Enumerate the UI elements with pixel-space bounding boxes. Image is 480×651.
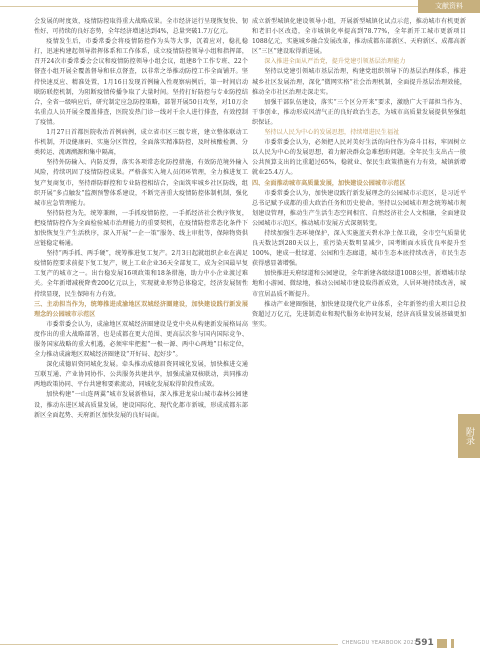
footer-accent-bar-thin	[451, 639, 454, 648]
body-paragraph: 市委常委会认为，加快建设践行新发展理念的公园城市示范区，是习近平总书记赋予成都的重大政治任务和历史使命。坚持以公园城市理念统筹城市规划建设管理，推动生产生活生态空间相宜、自然经济社会人文相融，全面建设公园城市示范区，推动城市发展方式深刻转变。	[252, 189, 466, 227]
page-footer	[0, 638, 480, 650]
header-rule	[0, 6, 418, 7]
left-column	[34, 17, 248, 421]
yearbook-label: CHENGDU YEARBOOK 2021	[342, 640, 418, 646]
body-paragraph: 加强干部队伍建设，落实“三个区分开来”要求，激励广大干部担当作为、干事创业，推动形成风清气正的良好政治生态，为城市高质量发展提供坚强组织保证。	[252, 98, 466, 126]
body-paragraph: 加快构建“一山连两翼”城市发展新格局，深入推进龙泉山城市森林公园建设，推动东进区域高质量发展，建设国际化、现代化都市新城，形成成都东部新区全面起势、天府新区加快发展的良好局面。	[34, 391, 248, 419]
body-paragraph: 坚持外防输入、内防反弹，落实各项常态化防控措施，有效防范境外输入风险，持续巩固了疫情防控成果。严格落实入境人员闭环管理，全力推进复工复产复商复市，坚持群防群控和专业防控相结合，全面筑牢城乡社区防线，组织开展“多点触发”监测预警体系建设，不断完善重大疫情防控体制机制，强化城市应急管理能力。	[34, 159, 248, 207]
appendix-side-tab: 附录	[458, 414, 480, 458]
subsection-heading: 坚持以人民为中心的发展思想，持续增进民生福祉	[264, 129, 400, 137]
body-paragraph: 持续加强生态环境保护，深入实施蓝天碧水净土保卫战，全市空气质量优良天数达到280天以上，重污染天数明显减少，国考断面水质优良率提升至100%，建成一批绿道、公园和生态廊道，城市生态本底持续改善，市民生态获得感显著增强。	[252, 229, 466, 268]
section-heading: 三、主动担当作为，统筹推进成渝地区双城经济圈建设，加快建设践行新发展理念的公园城市示范区	[34, 300, 248, 318]
body-paragraph: 疫情发生后，市委常委会将疫情防控作为头等大事，沉着应对，稳扎稳打，迅速构建起领导指挥体系和工作体系，成立疫情防控领导小组和指挥部，召开24次市委常委会会议和疫情防控领导小组会议，组建8个工作专班、22个督查小组开展全覆盖督导和驻点督查，以非常之举推动防控工作全面铺开。坚持快速反应、精准处置，1月16日发现首例输入性观察病例后，第一时间启动联防联控机制，为阻断疫情传播争取了大量时间。坚持打好防控与专业防控结合，全省一级响应后，研究制定应急防控策略，部署开展50日攻坚，对10万余名重点人员开展全覆盖排查，医院发热门诊一线对千余人进行排查，有效控制了疫情。	[34, 38, 248, 126]
body-paragraph: 加快推进天府绿道和公园建设，全年新建各级绿道1008公里，新增城市绿地和小游园、微绿地，推动公园城市建设取得新成效，人居环境持续改善，城市宜居品质不断提升。	[252, 270, 466, 298]
body-paragraph: 成立新型城镇化建设领导小组，开展新型城镇化试点示范，推动城市有机更新和老旧小区改造，全市城镇化率提高到78.77%，全年新开工城市更新项目1088亿元，实施城乡融合发展改革，推动成都东部新区、天府新区、成都高新区“三区”建设取得新进展。	[252, 18, 466, 56]
section-tag: 文献资料	[418, 0, 480, 13]
section-heading: 四、全面推动城市高质量发展，加快建设公园城市示范区	[252, 179, 406, 187]
body-paragraph: 市委常委会认为，必须把人民对美好生活的向往作为奋斗目标，牢固树立以人民为中心的发展思想，着力解决群众急难愁盼问题。全年民生支出占一般公共预算支出的比重超过65%，稳就业、保民生政策措施有力有效，城镇新增就业25.4万人。	[252, 139, 466, 177]
page-number: 591	[415, 638, 434, 648]
running-header	[0, 0, 480, 13]
body-paragraph: 会发展的时度效，疫情防控取得重大战略成果。全市经济运行呈现恢复快、韧性好、可持续的良好态势，全年经济增速达到4%，总量突破1.7万亿元。	[34, 18, 248, 36]
footer-rule	[0, 644, 338, 645]
body-paragraph: 1月27日首都医院收治首例病例，成立省市区三级专班，建立整体联动工作机制，开设健康码、实施分区管控，全面落实精准防控，及时核酸检测、分类转运、流调溯源和集中隔离，	[34, 129, 248, 157]
body-paragraph: 市委常委会认为，成渝地区双城经济圈建设是党中央从构建新发展格局高度作出的重大战略部署，也是成都在更大范围、更高层次参与国内国际竞争、服务国家战略的重大机遇，必须牢牢把握“一极一源、两中心两地”目标定位，全力推动成渝地区双城经济圈建设“开好局、起好步”。	[34, 320, 248, 359]
body-paragraph: 坚持“两手抓、两手硬”，统筹推进复工复产。2月3日起就组织企业在满足疫情防控要求前提下复工复产，规上工业企业36天全部复工，成为全国最早复工复产的城市之一。出台稳发展16项政策和18条措施，助力中小企业渡过难关。全年新增减税降费200亿元以上，实现就业形势总体稳定，经济发展韧性持续显现，民生保障有力有效。	[34, 250, 248, 298]
subsection-heading: 深入推进全面从严治党，提升党建引领基层治理能力	[264, 58, 406, 66]
body-paragraph: 深化成德眉资同城化发展。牵头推动成德眉资同城化发展，加快推进交通互联互通、产业协同协作、公共服务共建共享，加强成渝双核联动，共同推动两地政策协同、平台共建和要素流动，同城化发展取得阶段性成效。	[34, 361, 248, 389]
footer-accent-bar	[437, 639, 447, 648]
body-paragraph: 坚持以党建引领城市基层治理，构建党组织领导下的基层治理体系，推进城乡社区发展治理，深化“微网实格”社会治理机制，全面提升基层治理效能，推动全市社区治理走深走实。	[252, 68, 466, 96]
body-paragraph: 坚持防控为先，统筹兼顾，一手抓疫情防控，一手抓经济社会秩序恢复，把疫情防控作为全面检验城市治理能力的重要契机，在疫情防控常态化条件下加快恢复生产生活秩序，深入开展“一企一策”服务、线上审批等，保障物资供应链稳定畅通。	[34, 209, 248, 248]
right-column	[252, 17, 466, 330]
body-paragraph: 推动产业建圈强链，加快建设现代化产业体系，全年新签约重大项目总投资超过万亿元，先进制造业和现代服务业协同发展，经济高质量发展基础更加坚实。	[252, 300, 466, 328]
